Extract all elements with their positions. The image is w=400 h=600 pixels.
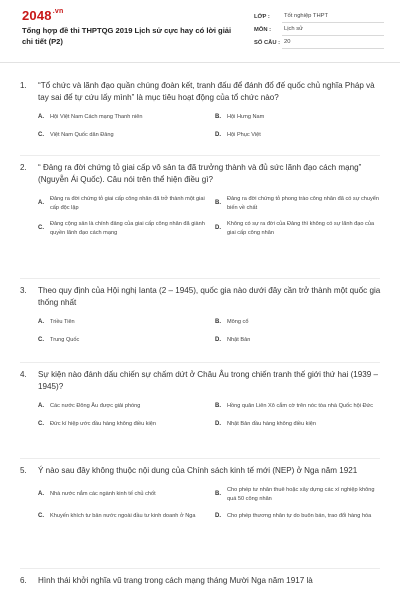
logo-tld: .vn: [52, 8, 64, 15]
option-text: Cho phép tư nhân thuê hoặc xây dựng các xí nghiệp không quá 50 công nhân: [227, 487, 375, 502]
question-text: “Tổ chức và lãnh đạo quần chúng đoàn kết, tranh đấu để đánh đổ đế quốc chủ nghĩa Pháp và tay sai để tự cứu lấy mình” là mục tiêu hoạt động của tổ chức nào?: [38, 81, 375, 102]
meta-value: 20: [282, 37, 384, 49]
option-letter: C.: [38, 336, 44, 343]
option-a[interactable]: [38, 318, 205, 327]
document-header: [0, 0, 400, 63]
option-text: Các nước Đông Âu được giải phóng: [50, 403, 141, 409]
question-4: [20, 369, 382, 428]
option-letter: A.: [38, 114, 44, 120]
option-text: Khuyến khích tư bản nước ngoài đầu tư kinh doanh ở Nga: [50, 513, 196, 520]
option-c[interactable]: [38, 420, 205, 429]
option-b[interactable]: [215, 486, 382, 503]
question-text: “ Đảng ra đời chứng tỏ giai cấp vô sản ta đã trưởng thành và đủ sức lãnh đạo cách mạng” (Nguyễn Ái Quốc). Câu nói trên thể hiện điều gì?: [38, 163, 362, 184]
option-a[interactable]: [38, 113, 205, 122]
option-text: Không có sự ra đời của Đảng thì không có sự lãnh đạo của giai cấp công nhân: [227, 221, 375, 236]
question-text: Hình thái khởi nghĩa vũ trang trong cách mạng tháng Mười Nga năm 1917 là: [38, 576, 313, 585]
question-divider: [20, 568, 380, 569]
option-letter: B.: [215, 200, 221, 207]
option-c[interactable]: [38, 336, 205, 345]
option-letter: D.: [215, 336, 221, 343]
option-text: Triều Tiên: [50, 319, 75, 325]
option-b[interactable]: [215, 195, 382, 212]
option-d[interactable]: [215, 420, 382, 429]
question-number: 1.: [20, 81, 27, 90]
option-a[interactable]: [38, 195, 205, 212]
option-d[interactable]: [215, 336, 382, 345]
option-letter: D.: [215, 131, 221, 138]
option-list: [20, 318, 382, 344]
question-3: [20, 285, 382, 344]
question-number: 3.: [20, 286, 27, 295]
question-stem: [20, 80, 382, 104]
site-logo[interactable]: [22, 8, 63, 23]
meta-value: Lịch sử: [282, 24, 384, 36]
question-stem: [20, 575, 382, 587]
question-text: Theo quy định của Hội nghị Ianta (2 – 1945), quốc gia nào dưới đây cần trở thành một quốc gia thống nhất: [38, 286, 381, 307]
question-divider: [20, 362, 380, 363]
option-text: Hội Hưng Nam: [227, 114, 265, 120]
option-letter: B.: [215, 319, 221, 325]
question-divider: [20, 155, 380, 156]
option-text: Nhật Bản: [227, 336, 251, 343]
meta-row-class: [254, 10, 384, 23]
question-1: [20, 80, 382, 139]
question-6: [20, 575, 382, 587]
question-stem: [20, 285, 382, 309]
question-divider: [20, 458, 380, 459]
question-2: [20, 162, 382, 237]
question-text: Sự kiện nào đánh dấu chiến sự chấm dứt ở Châu Âu trong chiến tranh thế giới thứ hai (1939 – 1945)?: [38, 370, 379, 391]
option-text: Đức kí hiệp ước đầu hàng không điều kiện: [50, 420, 157, 427]
question-number: 2.: [20, 163, 27, 172]
option-c[interactable]: [38, 512, 205, 521]
option-letter: B.: [215, 114, 221, 120]
question-divider: [20, 278, 380, 279]
option-c[interactable]: [38, 131, 205, 140]
question-stem: [20, 162, 382, 186]
option-b[interactable]: [215, 113, 382, 122]
meta-key: MÔN :: [254, 26, 272, 33]
option-text: Đảng cộng sản là chính đảng của giai cấp công nhân đã giành quyền lãnh đạo cách mạng: [50, 221, 205, 236]
option-letter: A.: [38, 491, 44, 498]
option-text: Mông cổ: [227, 319, 249, 325]
option-text: Đảng ra đời chứng tỏ phong trào công nhân đã có sự chuyển biến về chất: [227, 196, 380, 211]
option-text: Đảng ra đời chứng tỏ giai cấp công nhân đã trở thành một giai cấp độc lập: [50, 196, 205, 211]
option-d[interactable]: [215, 220, 382, 237]
option-text: Nhà nước nắm các ngành kinh tế chủ chốt: [50, 491, 156, 498]
option-letter: D.: [215, 420, 221, 427]
option-letter: A.: [38, 200, 44, 207]
meta-key: LỚP :: [254, 13, 270, 20]
option-letter: A.: [38, 319, 44, 325]
option-a[interactable]: [38, 402, 205, 411]
option-list: [20, 486, 382, 521]
option-letter: C.: [38, 131, 44, 138]
logo-text: 2048: [22, 8, 52, 23]
option-list: [20, 195, 382, 237]
question-number: 4.: [20, 370, 27, 379]
option-text: Hội Phục Việt: [227, 131, 261, 138]
option-list: [20, 113, 382, 139]
option-letter: B.: [215, 403, 221, 409]
option-letter: C.: [38, 225, 44, 232]
meta-key: SỐ CÂU :: [254, 39, 281, 46]
option-text: Hồng quân Liên Xô cắm cờ trên nóc tòa nhà Quốc hội Đức: [227, 403, 374, 409]
question-number: 5.: [20, 466, 27, 475]
question-number: 6.: [20, 576, 27, 585]
option-letter: C.: [38, 513, 44, 520]
option-text: Trung Quốc: [50, 336, 80, 343]
document-title: Tổng hợp đề thi THPTQG 2019 Lịch sử cực hay có lời giải chi tiết (P2): [22, 26, 232, 46]
option-a[interactable]: [38, 486, 205, 503]
option-b[interactable]: [215, 402, 382, 411]
option-letter: B.: [215, 491, 221, 498]
option-letter: D.: [215, 225, 221, 232]
document-meta: [254, 10, 384, 49]
question-stem: [20, 465, 382, 477]
option-text: Nhật Bản đầu hàng không điều kiện: [227, 420, 316, 427]
question-stem: [20, 369, 382, 393]
option-b[interactable]: [215, 318, 382, 327]
meta-row-count: [254, 36, 384, 49]
option-letter: C.: [38, 420, 44, 427]
meta-row-subject: [254, 23, 384, 36]
option-c[interactable]: [38, 220, 205, 237]
question-text: Ý nào sau đây không thuộc nội dung của Chính sách kinh tế mới (NEP) ở Nga năm 1921: [38, 466, 358, 475]
option-letter: A.: [38, 403, 44, 409]
meta-value: Tốt nghiệp THPT: [282, 11, 384, 23]
option-text: Cho phép thương nhân tự do buôn bán, trao đổi hàng hóa: [227, 513, 372, 520]
option-d[interactable]: [215, 512, 382, 521]
option-d[interactable]: [215, 131, 382, 140]
option-text: Việt Nam Quốc dân Đảng: [50, 131, 114, 138]
option-letter: D.: [215, 513, 221, 520]
question-5: [20, 465, 382, 521]
option-text: Hội Việt Nam Cách mạng Thanh niên: [50, 114, 143, 120]
option-list: [20, 402, 382, 428]
